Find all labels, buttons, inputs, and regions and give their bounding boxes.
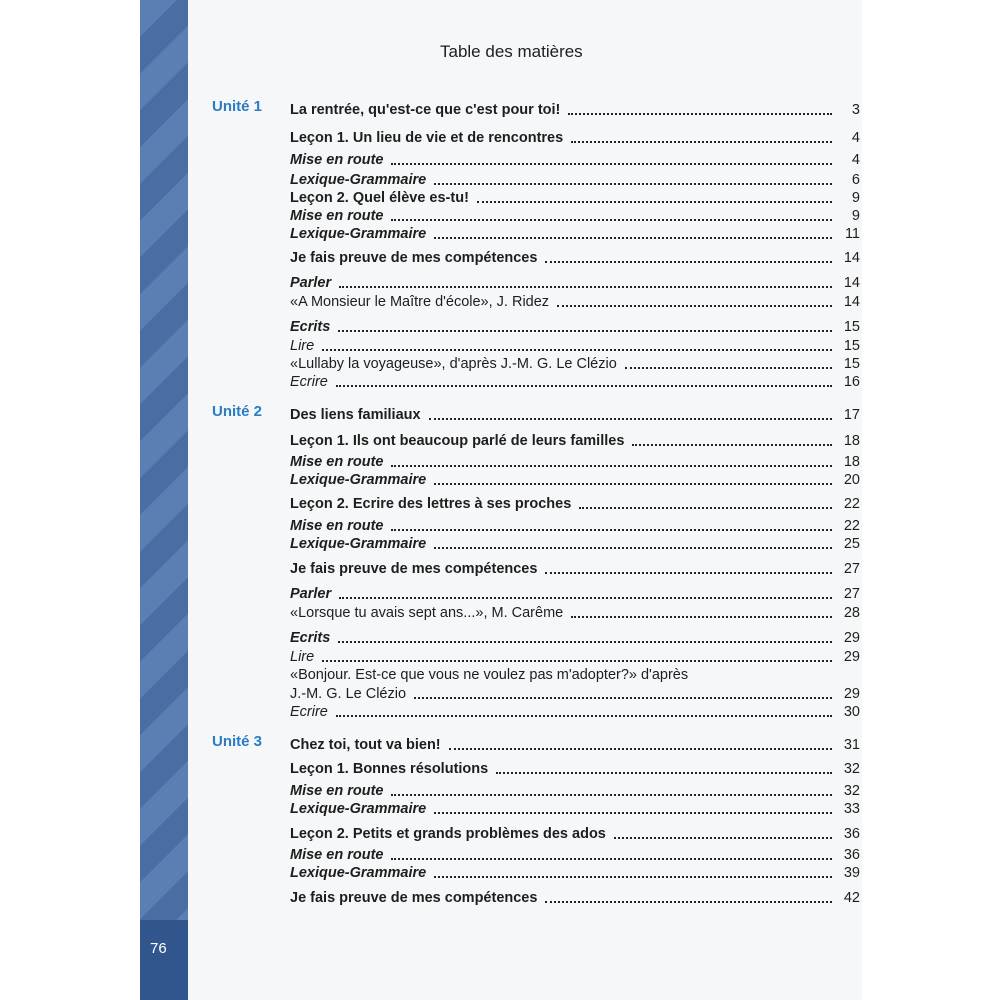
dot-leader bbox=[545, 261, 832, 263]
toc-entry-label: Ecrire bbox=[290, 374, 328, 390]
toc-entry-label: Lexique-Grammaire bbox=[290, 472, 427, 488]
toc-entry bbox=[290, 824, 860, 842]
dot-leader bbox=[579, 507, 832, 509]
toc-entry-label: Mise en route bbox=[290, 152, 384, 168]
dot-leader bbox=[625, 367, 832, 369]
toc-entry-label: J.-M. G. Le Clézio bbox=[290, 686, 407, 702]
dot-leader bbox=[414, 697, 832, 699]
toc-entry bbox=[290, 702, 860, 720]
toc-entry bbox=[290, 170, 860, 188]
unit-page-number: 17 bbox=[843, 407, 860, 423]
dot-leader bbox=[434, 237, 832, 239]
unit-label: Unité 3 bbox=[212, 733, 263, 750]
toc-entry bbox=[290, 516, 860, 534]
unit-label: Unité 2 bbox=[212, 403, 263, 420]
toc-page-number: 14 bbox=[843, 250, 860, 266]
toc-entry-label: «A Monsieur le Maître d'école», J. Ridez bbox=[290, 294, 550, 310]
toc-page-number: 15 bbox=[843, 356, 860, 372]
toc-page-number: 4 bbox=[851, 152, 860, 168]
toc-entry bbox=[290, 224, 860, 242]
toc-entry bbox=[290, 452, 860, 470]
toc-entry-label: Leçon 2. Ecrire des lettres à ses proches bbox=[290, 496, 572, 512]
dot-leader bbox=[568, 113, 832, 115]
toc-entry bbox=[290, 534, 860, 552]
dot-leader bbox=[545, 901, 832, 903]
toc-entry bbox=[290, 684, 860, 702]
toc-entry-label: Parler bbox=[290, 275, 332, 291]
dot-leader bbox=[391, 794, 832, 796]
toc-entry-label: Lexique-Grammaire bbox=[290, 865, 427, 881]
toc-page-number: 29 bbox=[843, 686, 860, 702]
dot-leader bbox=[391, 529, 832, 531]
unit-title: Des liens familiaux bbox=[290, 407, 421, 423]
toc-entry-label: Je fais preuve de mes compétences bbox=[290, 890, 538, 906]
toc-entry-label: Mise en route bbox=[290, 783, 384, 799]
toc-title: Table des matières bbox=[440, 42, 583, 61]
toc-page-number: 29 bbox=[843, 649, 860, 665]
toc-entry bbox=[290, 273, 860, 291]
toc-page-number: 14 bbox=[843, 294, 860, 310]
dot-leader bbox=[496, 772, 832, 774]
toc-page-number: 9 bbox=[851, 190, 860, 206]
dot-leader bbox=[336, 385, 832, 387]
toc-entry bbox=[290, 628, 860, 646]
toc-page-number: 32 bbox=[843, 783, 860, 799]
dot-leader bbox=[434, 183, 832, 185]
unit-page-number: 3 bbox=[851, 102, 860, 118]
dot-leader bbox=[434, 876, 832, 878]
toc-entry bbox=[290, 206, 860, 224]
toc-entry bbox=[290, 665, 688, 683]
toc-page-number: 36 bbox=[843, 847, 860, 863]
unit-label: Unité 1 bbox=[212, 98, 263, 115]
dot-leader bbox=[391, 163, 832, 165]
unit-title-row bbox=[290, 735, 860, 753]
dot-leader bbox=[557, 305, 832, 307]
toc-entry bbox=[290, 863, 860, 881]
dot-leader bbox=[614, 837, 832, 839]
toc-page-number: 15 bbox=[843, 338, 860, 354]
toc-entry-label: Leçon 2. Quel élève es-tu! bbox=[290, 190, 469, 206]
unit-title-row bbox=[290, 100, 860, 118]
toc-entry bbox=[290, 584, 860, 602]
toc-page-number: 11 bbox=[844, 226, 860, 242]
toc-entry bbox=[290, 470, 860, 488]
dot-leader bbox=[322, 660, 832, 662]
toc-entry bbox=[290, 188, 860, 206]
toc-page-number: 39 bbox=[843, 865, 860, 881]
dot-leader bbox=[429, 418, 832, 420]
toc-entry bbox=[290, 354, 860, 372]
toc-page-number: 36 bbox=[843, 826, 860, 842]
toc-entry-label: Parler bbox=[290, 586, 332, 602]
toc-entry-label: «Bonjour. Est-ce que vous ne voulez pas m'adopter?» d'après bbox=[290, 667, 689, 683]
page-number: 76 bbox=[150, 940, 167, 957]
toc-page-number: 18 bbox=[843, 433, 860, 449]
toc-page-number: 4 bbox=[851, 130, 860, 146]
toc-entry-label: Leçon 1. Ils ont beaucoup parlé de leurs familles bbox=[290, 433, 625, 449]
dot-leader bbox=[571, 141, 832, 143]
toc-entry bbox=[290, 150, 860, 168]
toc-entry bbox=[290, 603, 860, 621]
toc-page-number: 29 bbox=[843, 630, 860, 646]
toc-entry-label: Lexique-Grammaire bbox=[290, 172, 427, 188]
dot-leader bbox=[434, 812, 832, 814]
unit-page-number: 31 bbox=[843, 737, 860, 753]
toc-page-number: 30 bbox=[843, 704, 860, 720]
toc-entry bbox=[290, 292, 860, 310]
unit-title: Chez toi, tout va bien! bbox=[290, 737, 441, 753]
toc-entry bbox=[290, 128, 860, 146]
toc-entry bbox=[290, 248, 860, 266]
toc-entry-label: Mise en route bbox=[290, 454, 384, 470]
toc-entry bbox=[290, 494, 860, 512]
dot-leader bbox=[477, 201, 832, 203]
toc-entry bbox=[290, 317, 860, 335]
toc-page-number: 20 bbox=[843, 472, 860, 488]
toc-entry bbox=[290, 781, 860, 799]
toc-entry bbox=[290, 431, 860, 449]
dot-leader bbox=[336, 715, 832, 717]
dot-leader bbox=[545, 572, 832, 574]
toc-entry bbox=[290, 759, 860, 777]
dot-leader bbox=[571, 616, 832, 618]
dot-leader bbox=[339, 597, 832, 599]
toc-entry-label: Ecrire bbox=[290, 704, 328, 720]
toc-entry bbox=[290, 845, 860, 863]
toc-page-number: 27 bbox=[843, 561, 860, 577]
side-stripe-decoration bbox=[140, 0, 188, 1000]
toc-entry-label: Mise en route bbox=[290, 847, 384, 863]
toc-entry-label: Leçon 1. Un lieu de vie et de rencontres bbox=[290, 130, 564, 146]
dot-leader bbox=[449, 748, 832, 750]
side-stripe-footer bbox=[140, 920, 188, 1000]
toc-entry bbox=[290, 799, 860, 817]
toc-entry-label: Mise en route bbox=[290, 518, 384, 534]
toc-entry-label: Lexique-Grammaire bbox=[290, 801, 427, 817]
toc-page-number: 33 bbox=[843, 801, 860, 817]
toc-page-number: 42 bbox=[843, 890, 860, 906]
toc-entry-label: Je fais preuve de mes compétences bbox=[290, 561, 538, 577]
toc-page-number: 22 bbox=[843, 518, 860, 534]
toc-entry-label: Lire bbox=[290, 338, 315, 354]
toc-entry bbox=[290, 372, 860, 390]
toc-entry-label: Je fais preuve de mes compétences bbox=[290, 250, 538, 266]
toc-page-number: 9 bbox=[851, 208, 860, 224]
dot-leader bbox=[434, 483, 832, 485]
unit-title-row bbox=[290, 405, 860, 423]
toc-entry-label: «Lullaby la voyageuse», d'après J.-M. G. Le Clézio bbox=[290, 356, 617, 372]
toc-page-number: 15 bbox=[843, 319, 860, 335]
toc-page-number: 32 bbox=[843, 761, 860, 777]
toc-entry bbox=[290, 647, 860, 665]
toc-page-number: 28 bbox=[843, 605, 860, 621]
toc-entry-label: Mise en route bbox=[290, 208, 384, 224]
dot-leader bbox=[322, 349, 832, 351]
dot-leader bbox=[434, 547, 832, 549]
toc-entry-label: Ecrits bbox=[290, 630, 331, 646]
dot-leader bbox=[391, 219, 832, 221]
toc-page-number: 6 bbox=[851, 172, 860, 188]
toc-page-number: 14 bbox=[843, 275, 860, 291]
toc-entry-label: «Lorsque tu avais sept ans...», M. Carême bbox=[290, 605, 564, 621]
toc-page-number: 25 bbox=[843, 536, 860, 552]
toc-entry-label: Lire bbox=[290, 649, 315, 665]
dot-leader bbox=[338, 641, 832, 643]
dot-leader bbox=[391, 858, 832, 860]
dot-leader bbox=[338, 330, 832, 332]
dot-leader bbox=[339, 286, 832, 288]
toc-page-number: 16 bbox=[843, 374, 860, 390]
toc-entry-label: Lexique-Grammaire bbox=[290, 226, 427, 242]
toc-entry-label: Leçon 2. Petits et grands problèmes des ados bbox=[290, 826, 606, 842]
toc-entry bbox=[290, 888, 860, 906]
toc-entry bbox=[290, 559, 860, 577]
dot-leader bbox=[632, 444, 832, 446]
toc-entry-label: Ecrits bbox=[290, 319, 331, 335]
toc-entry-label: Lexique-Grammaire bbox=[290, 536, 427, 552]
toc-page-number: 27 bbox=[843, 586, 860, 602]
dot-leader bbox=[391, 465, 832, 467]
toc-entry bbox=[290, 336, 860, 354]
toc-page-number: 22 bbox=[843, 496, 860, 512]
toc-page-number: 18 bbox=[843, 454, 860, 470]
toc-entry-label: Leçon 1. Bonnes résolutions bbox=[290, 761, 489, 777]
unit-title: La rentrée, qu'est-ce que c'est pour toi! bbox=[290, 102, 561, 118]
